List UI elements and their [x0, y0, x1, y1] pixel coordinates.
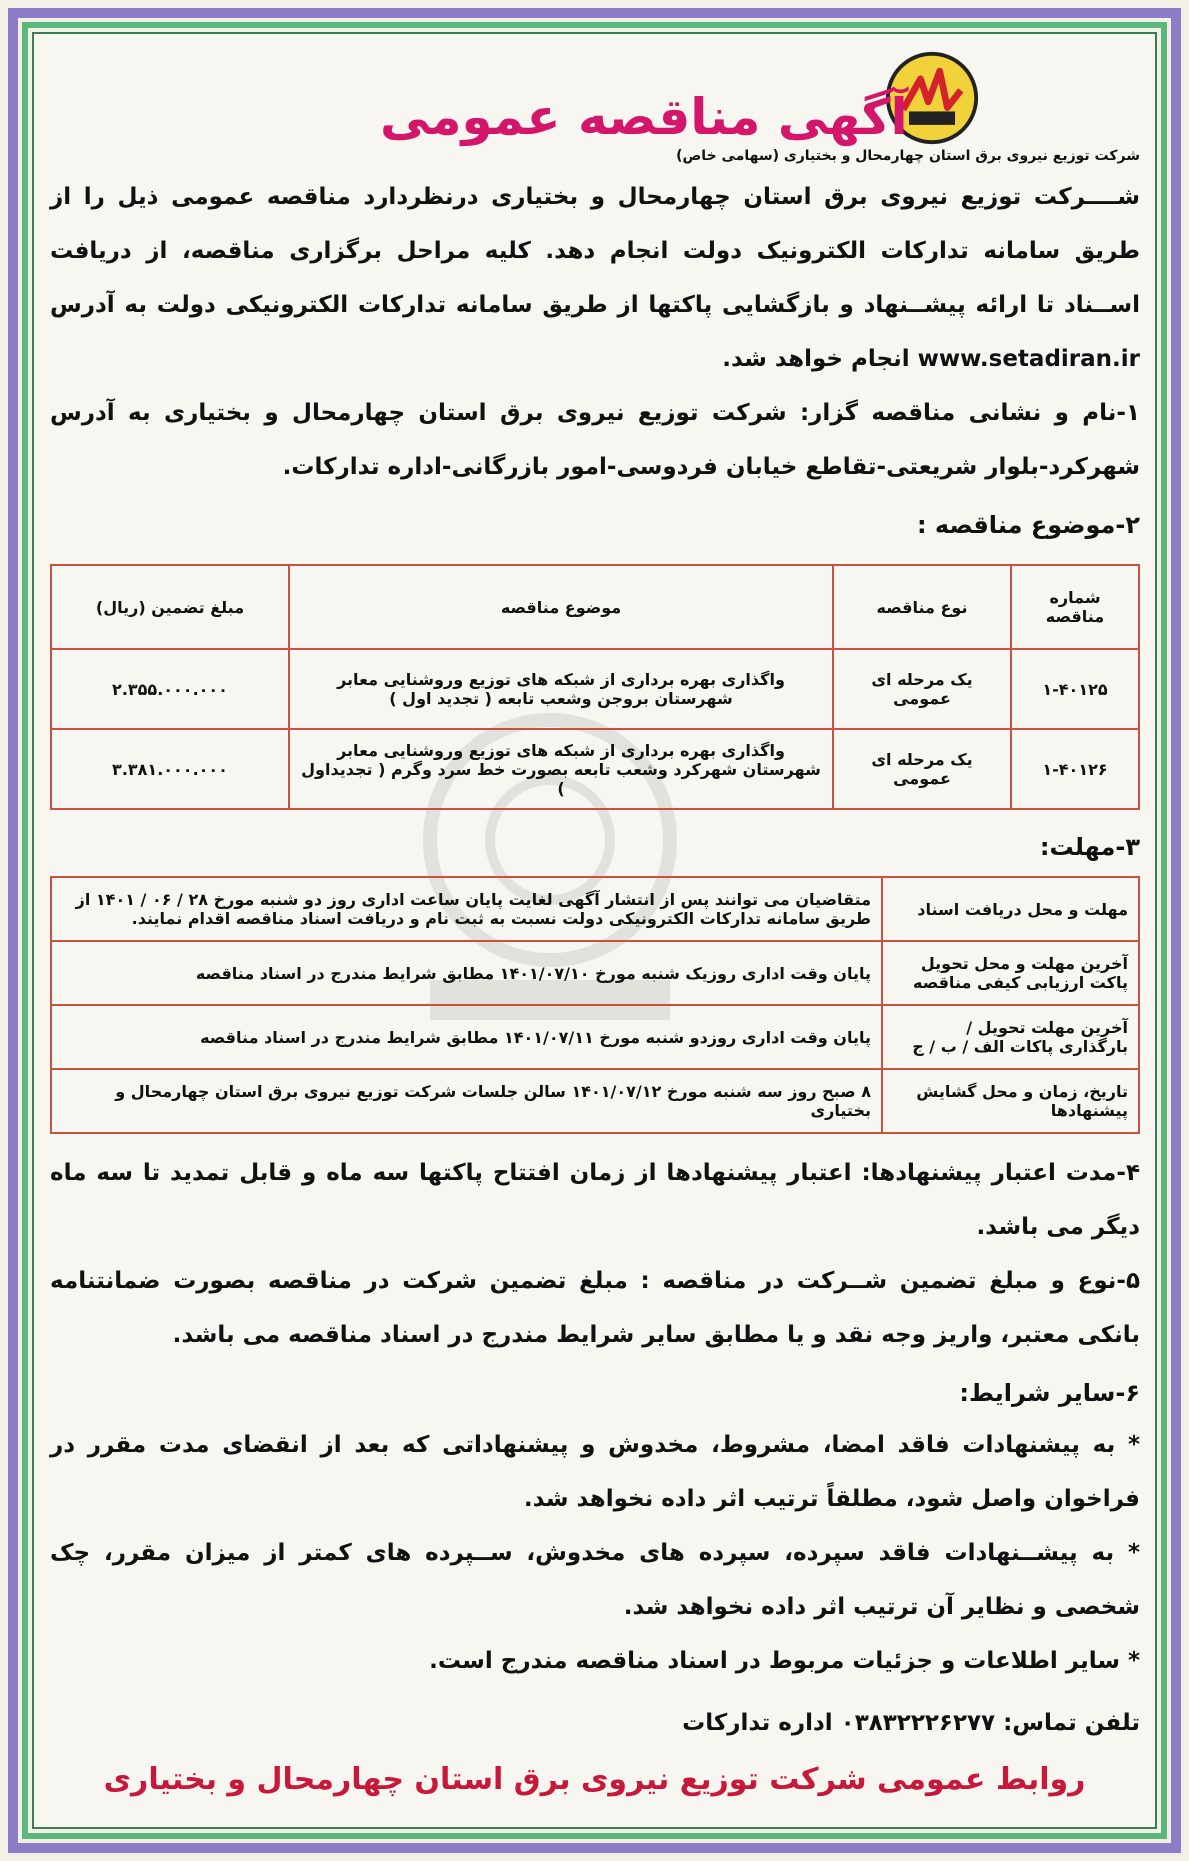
deadline-label: آخرین مهلت تحویل / بارگذاری پاکات الف / ب / ج [882, 1005, 1139, 1069]
footer-public-relations: روابط عمومی شرکت توزیع نیروی برق استان چهارمحال و بختیاری [103, 1762, 1086, 1797]
header-amount: مبلغ تضمین (ریال) [51, 565, 289, 649]
table-row [51, 649, 1139, 729]
tender-number: ۱-۴۰۱۲۶ [1011, 729, 1139, 809]
company-name-small: شرکت توزیع نیروی برق استان چهارمحال و بختیاری (سهامی خاص) [676, 148, 1140, 164]
tender-amount: ۳.۳۸۱.۰۰۰.۰۰۰ [51, 729, 289, 809]
condition-item: * سایر اطلاعات و جزئیات مربوط در اسناد مناقصه مندرج است. [429, 1648, 1140, 1674]
tender-subject: واگذاری بهره برداری از شبکه های توزیع وروشنایی معابر شهرستان شهرکرد وشعب تابعه بصورت خط سرد وگرم ( تجدیداول ) [289, 729, 833, 809]
tenders-header-row [51, 565, 1139, 649]
header-subject: موضوع مناقصه [289, 565, 833, 649]
deadline-label: تاریخ، زمان و محل گشایش پیشنهادها [882, 1069, 1139, 1133]
table-row [51, 729, 1139, 809]
intro-paragraph: شــــرکت توزیع نیروی برق استان چهارمحال و بختیاری درنظردارد مناقصه عمومی ذیل را از طریق سامانه تدارکات الکترونیک دولت انجام دهد. کلیه مراحل برگزاری مناقصه، از دریافت اســناد تا ارائه پیشــنهاد و بازگشایی پاکتها از طریق سامانه تدارکات الکترونیکی دولت به آدرس www.setadiran.ir انجام خواهد شد. [50, 184, 1140, 372]
condition-item: * به پیشــنهادات فاقد سپرده، سپرده های مخدوش، ســپرده های کمتر از میزان مقرر، چک شخصی و نظایر آن ترتیب اثر داده نخواهد شد. [50, 1540, 1140, 1620]
deadline-label: آخرین مهلت و محل تحویل پاکت ارزیابی کیفی مناقصه [882, 941, 1139, 1005]
tender-subject: واگذاری بهره برداری از شبکه های توزیع وروشنایی معابر شهرستان بروجن وشعب تابعه ( تجدید اول ) [289, 649, 833, 729]
condition-item: * به پیشنهادات فاقد امضا، مشروط، مخدوش و پیشنهاداتی که بعد از انقضای مدت مقرر در فراخوان واصل شود، مطلقاً ترتیب اثر داده نخواهد شد. [50, 1432, 1140, 1512]
section-4: ۴-مدت اعتبار پیشنهادها: اعتبار پیشنهادها از زمان افتتاح پاکتها سه ماه و قابل تمدید تا سه ماه دیگر می باشد. [50, 1160, 1140, 1240]
deadline-value: ۸ صبح روز سه شنبه مورخ ۱۴۰۱/۰۷/۱۲ سالن جلسات شرکت توزیع نیروی برق استان چهارمحال و بختیاری [51, 1069, 882, 1133]
tender-number: ۱-۴۰۱۲۵ [1011, 649, 1139, 729]
tender-amount: ۲.۳۵۵.۰۰۰.۰۰۰ [51, 649, 289, 729]
section-1: ۱-نام و نشانی مناقصه گزار: شرکت توزیع نیروی برق استان چهارمحال و بختیاری به آدرس شهرکرد-بلوار شریعتی-تقاطع خیابان فردوسی-امور بازرگانی-اداره تدارکات. [50, 400, 1140, 480]
tender-type: یک مرحله ای عمومی [833, 649, 1011, 729]
section-6-heading: ۶-سایر شرایط: [959, 1379, 1140, 1407]
tenders-table [50, 564, 1140, 810]
deadlines-table [50, 876, 1140, 1134]
header [50, 40, 1140, 170]
table-row [51, 1005, 1139, 1069]
deadline-value: پایان وقت اداری روزدو شنبه مورخ ۱۴۰۱/۰۷/۱۱ مطابق شرایط مندرج در اسناد مناقصه [51, 1005, 882, 1069]
table-row [51, 1069, 1139, 1133]
section-2-heading: ۲-موضوع مناقصه : [916, 511, 1140, 539]
tender-type: یک مرحله ای عمومی [833, 729, 1011, 809]
section-5: ۵-نوع و مبلغ تضمین شــرکت در مناقصه : مبلغ تضمین شرکت در مناقصه بصورت ضمانتنامه بانکی معتبر، واریز وجه نقد و یا مطابق سایر شرایط مندرج در اسناد مناقصه می باشد. [50, 1268, 1140, 1348]
contact-phone: تلفن تماس: ۰۳۸۳۲۲۲۶۲۷۷ اداره تدارکات [682, 1710, 1140, 1736]
page-title: آگهی مناقصه عمومی [380, 88, 908, 146]
deadline-value: متقاضیان می توانند پس از انتشار آگهی لغایت پایان ساعت اداری روز دو شنبه مورخ ۲۸ / ۰۶ / ۱۴۰۱ از طریق سامانه تدارکات الکترونیکی دولت نسبت به ثبت نام و دریافت اسناد مناقصه اقدام نمایند. [51, 877, 882, 941]
table-row [51, 941, 1139, 1005]
deadline-label: مهلت و محل دریافت اسناد [882, 877, 1139, 941]
table-row [51, 877, 1139, 941]
document-body [50, 40, 1140, 1748]
deadline-value: پایان وقت اداری روزیک شنبه مورخ ۱۴۰۱/۰۷/۱۰ مطابق شرایط مندرج در اسناد مناقصه [51, 941, 882, 1005]
header-number: شماره مناقصه [1011, 565, 1139, 649]
header-type: نوع مناقصه [833, 565, 1011, 649]
section-3-heading: ۳-مهلت: [1039, 833, 1140, 861]
